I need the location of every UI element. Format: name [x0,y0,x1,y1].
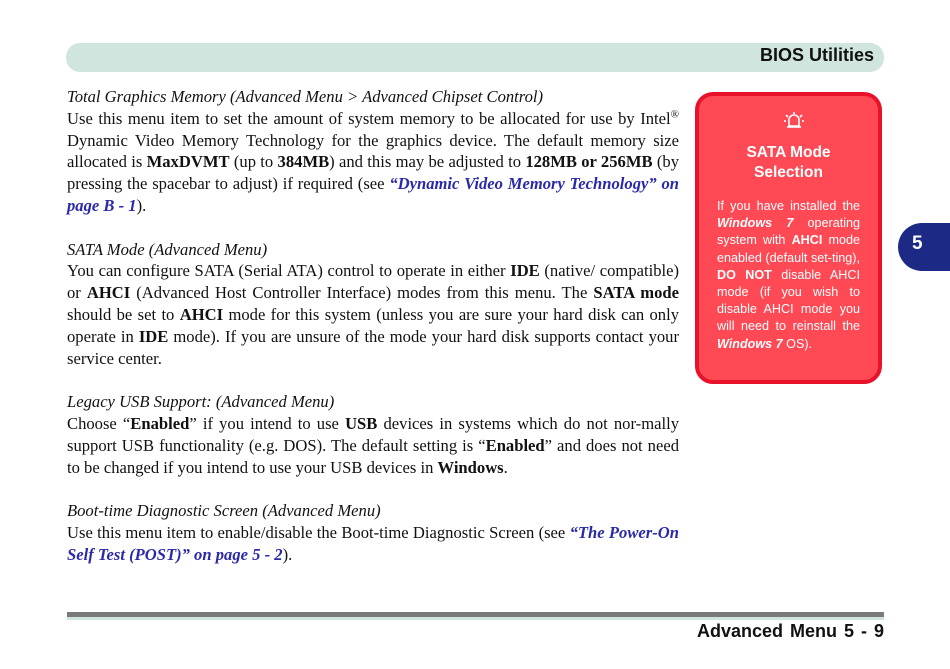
body-text: . [503,457,508,477]
section-heading: SATA Mode (Advanced Menu) [67,239,268,259]
bold-term: AHCI [86,283,131,303]
section-body [67,108,679,217]
callout-emphasis: AHCI [791,233,823,248]
section-body [67,260,679,369]
bold-term: SATA mode [593,283,679,303]
callout-text: OS). [782,336,813,351]
bold-term: IDE [510,261,540,281]
callout-title-line: Selection [754,164,823,181]
body-text: mode). If you are unsure of the mode your hard disk supports contact your service center. [67,326,679,368]
section-total-graphics-memory [67,86,679,217]
page-header-title: BIOS Utilities [759,45,874,65]
callout-title [705,143,872,183]
callout-text: disable AHCI mode (if you wish to disable AHCI mode you will need to reinstall the [717,267,860,334]
section-body [67,522,679,566]
body-text: devices in systems which do not nor-mally support USB functionality (e.g. DOS). The default setting is “ [67,413,679,455]
body-text: ” if you intend to use [189,413,346,433]
bold-term: 384MB [277,152,330,172]
body-text: ). [136,195,147,215]
body-text: (by pressing the spacebar to adjust) if required (see [67,152,680,194]
body-text: mode for this system (unless you are sure your hard disk can only operate in [67,304,680,346]
callout-emphasis: Windows 7 [717,216,794,231]
chapter-tab [898,223,950,271]
body-text: Use this menu item to set the amount of system memory to be allocated for use by Intel [67,108,671,128]
section-boot-diagnostic [67,500,679,565]
callout-text: If you have installed the [717,199,860,213]
section-sata-mode [67,239,679,370]
body-text: (up to [229,152,278,172]
cross-reference-link[interactable]: “Dynamic Video Memory Technology” on page B - 1 [67,174,679,215]
body-text: (native/ compatible) or [67,261,680,303]
callout-text: operating system with [717,216,861,248]
registered-mark: ® [670,108,679,121]
alarm-bell-icon [783,110,805,132]
body-text: (Advanced Host Controller Interface) modes from this menu. The [130,283,594,303]
body-text: Choose “ [67,413,131,433]
bold-term: AHCI [179,304,224,324]
section-body [67,413,679,478]
bold-term: MaxDVMT [146,152,230,172]
callout-text: mode enabled (default set-ting), [717,233,860,265]
body-text: Dynamic Video Memory Technology for the graphics device. The default memory size allocated is [67,130,679,172]
section-heading: Legacy USB Support: (Advanced Menu) [67,392,335,412]
body-text: ). [282,544,293,564]
body-text: You can configure SATA (Serial ATA) control to operate in either [67,261,511,281]
bold-term: IDE [138,326,169,346]
bold-term: Enabled [485,435,545,455]
cross-reference-link[interactable]: “The Power-On Self Test (POST)” on page 5 - 2 [67,522,679,564]
chapter-number: 5 [912,233,923,254]
page-footer: Advanced Menu 5 - 9 [696,621,884,641]
body-text: ) and this may be adjusted to [329,152,526,172]
section-legacy-usb [67,391,679,478]
callout-body [717,198,860,353]
bold-term: USB [345,413,378,433]
body-text: ” and does not need to be changed if you intend to use your USB devices in [67,435,679,477]
body-text: Use this menu item to enable/disable the Boot-time Diagnostic Screen (see [67,522,570,542]
bold-term: 128MB or 256MB [525,152,653,172]
main-content [67,86,679,587]
bold-term: Enabled [130,413,190,433]
callout-warning: DO NOT [717,267,772,282]
footer-rule-accent [67,617,884,620]
section-heading: Total Graphics Memory (Advanced Menu > Advanced Chipset Control) [67,87,544,106]
callout-title-line: SATA Mode [746,144,831,161]
callout-emphasis: Windows 7 [717,336,783,351]
bold-term: Windows [437,457,504,477]
section-heading: Boot-time Diagnostic Screen (Advanced Menu) [67,501,381,521]
body-text: should be set to [67,304,180,324]
callout-inner [705,102,872,374]
sata-mode-callout [695,92,882,384]
